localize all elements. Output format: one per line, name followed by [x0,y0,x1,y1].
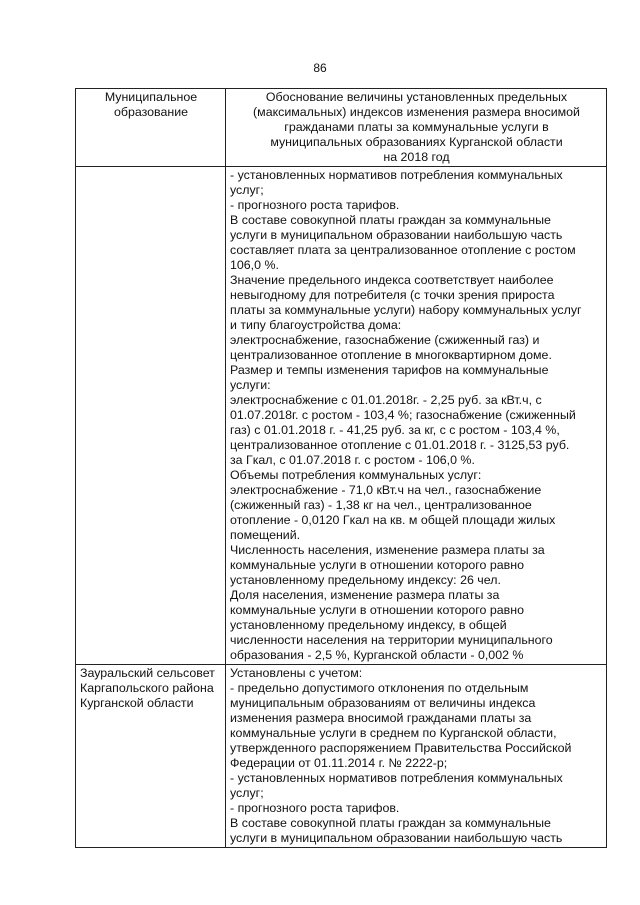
justification-cell [226,167,607,665]
text-line: коммунальные услуги в отношении которого равно [230,558,524,572]
text-line: муниципальным образованиям от величины индекса [230,696,536,710]
text-line: Доля населения, изменение размера платы за [230,588,500,602]
text-line: составляет плата за централизованное отопление с ростом [230,243,576,257]
text-line: Численность населения, изменение размера платы за [230,543,545,557]
text-line: 106,0 %. [230,258,279,272]
header-text-line: (максимальных) индексов изменения размера вносимой [253,105,580,119]
table-row [76,167,607,665]
text-line: централизованное отопление в многоквартирном доме. [230,348,552,362]
text-line: электроснабжение с 01.01.2018г. - 2,25 руб. за кВт.ч, с [230,393,542,407]
text-line: В составе совокупной платы граждан за коммунальные [230,213,551,227]
text-line: услуги в муниципальном образовании наибольшую часть [230,831,563,845]
text-line: за Гкал, с 01.07.2018 г. с ростом - 106,0 %. [230,453,475,467]
table-row [76,665,607,848]
header-text-line: Обоснование величины установленных предельных [265,90,568,104]
text-line: централизованное отопление с 01.01.2018 г. - 3125,53 руб. [230,438,570,452]
text-line: утвержденного распоряжением Правительства Российской [230,741,572,755]
text-line: - установленных нормативов потребления коммунальных [230,771,563,785]
municipality-cell [76,167,226,665]
text-line: услуг; [230,183,264,197]
text-line: - прогнозного роста тарифов. [230,801,400,815]
text-line: образования - 2,5 %, Курганской области - 0,002 % [230,648,524,662]
text-line: установленному предельному индексу: 26 чел. [230,573,501,587]
text-line: - прогнозного роста тарифов. [230,198,400,212]
text-line: Размер и темпы изменения тарифов на коммунальные [230,363,549,377]
text-line: Каргапольского района [80,681,214,695]
header-text-line: образование [113,105,189,119]
text-line: услуги в муниципальном образовании наибольшую часть [230,228,563,242]
header-text-line: Муниципальное [104,90,198,104]
text-line: невыгодному для потребителя (с точки зрения прироста [230,288,555,302]
text-line: газ) с 01.01.2018 г. - 41,25 руб. за кг, с с ростом - 103,4 %, [230,423,560,437]
header-text-line: гражданами платы за коммунальные услуги в [284,120,549,134]
text-line: электроснабжение - 71,0 кВт.ч на чел., газоснабжение [230,483,542,497]
index-justification-table [75,88,607,848]
text-line: (сжиженный газ) - 1,38 кг на чел., централизованное [230,498,532,512]
text-line: коммунальные услуги в отношении которого равно [230,603,524,617]
text-line: Объемы потребления коммунальных услуг: [230,468,482,482]
text-line: Значение предельного индекса соответствует наиболее [230,273,554,287]
text-line: численности населения на территории муниципального [230,633,553,647]
text-line: - предельно допустимого отклонения по отдельным [230,681,529,695]
text-line: Курганской области [80,696,194,710]
header-municipality [76,89,226,167]
header-text-line: на 2018 год [383,150,450,164]
text-line: услуг; [230,786,264,800]
text-line: Зауральский сельсовет [80,666,215,680]
page-number: 86 [313,61,327,75]
justification-cell [226,665,607,848]
municipality-cell [76,665,226,848]
text-line: электроснабжение, газоснабжение (сжиженный газ) и [230,333,540,347]
text-line: отопление - 0,0120 Гкал на кв. м общей площади жилых [230,513,556,527]
text-line: Федерации от 01.11.2014 г. № 2222-р; [230,756,448,770]
text-line: помещений. [230,528,301,542]
text-line: 01.07.2018г. с ростом - 103,4 %; газоснабжение (сжиженный [230,408,576,422]
text-line: услуги: [230,378,271,392]
header-justification [226,89,607,167]
text-line: и типу благоустройства дома: [230,318,402,332]
text-line: изменения размера вносимой гражданами платы за [230,711,532,725]
text-line: установленному предельному индексу, в общей [230,618,507,632]
header-text-line: муниципальных образованиях Курганской области [270,135,563,149]
table-header-row [76,89,607,167]
text-line: коммунальные услуги в среднем по Курганской области, [230,726,557,740]
text-line: платы за коммунальные услуги) набору коммунальных услуг [230,303,582,317]
text-line: - установленных нормативов потребления коммунальных [230,168,563,182]
text-line: В составе совокупной платы граждан за коммунальные [230,816,551,830]
text-line: Установлены с учетом: [230,666,363,680]
